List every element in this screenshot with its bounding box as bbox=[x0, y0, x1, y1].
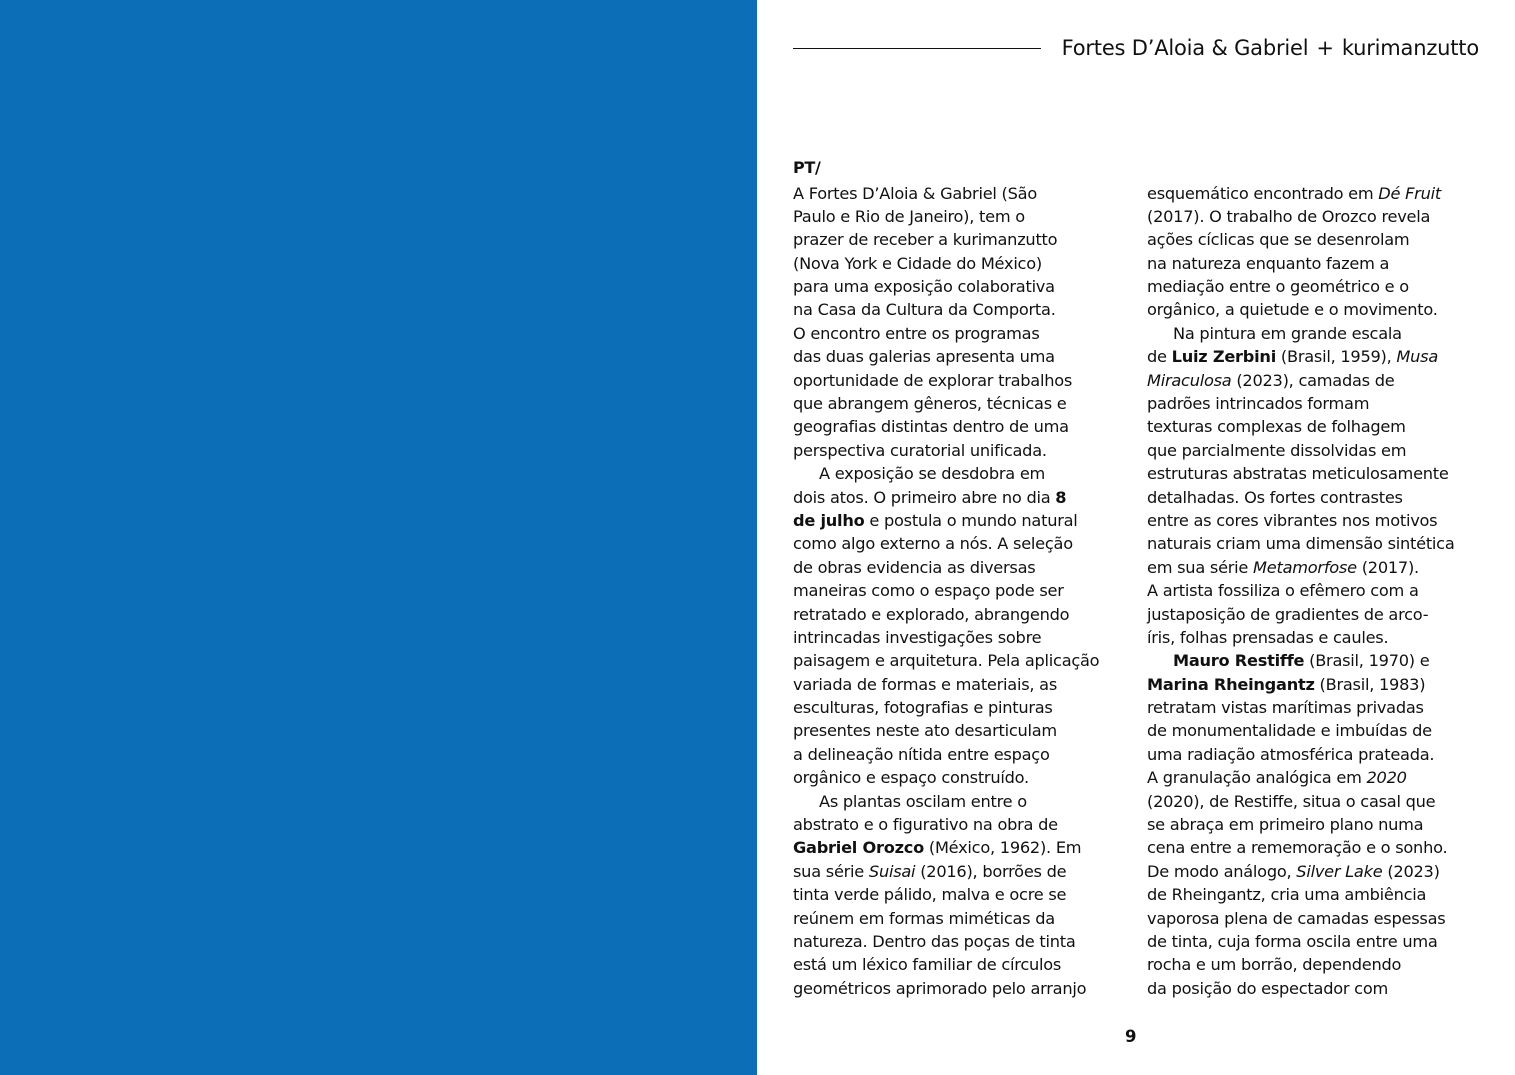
text-line bbox=[1147, 813, 1455, 836]
text-segment: maneiras como o espaço pode ser bbox=[793, 581, 1064, 601]
text-segment: como algo externo a nós. A seleção bbox=[793, 534, 1073, 554]
italic-title: Silver Lake bbox=[1296, 861, 1383, 881]
text-segment: da posição do espectador com bbox=[1147, 978, 1388, 998]
text-line bbox=[793, 252, 1099, 275]
text-line bbox=[793, 977, 1099, 1000]
text-segment: texturas complexas de folhagem bbox=[1147, 417, 1406, 437]
text-line bbox=[793, 462, 1099, 485]
text-segment: Paulo e Rio de Janeiro), tem o bbox=[793, 206, 1025, 226]
text-segment: As plantas oscilam entre o bbox=[819, 791, 1027, 811]
text-segment: (Brasil, 1959), bbox=[1276, 347, 1397, 367]
text-segment: A exposição se desdobra em bbox=[819, 464, 1046, 484]
text-line bbox=[1147, 415, 1455, 438]
text-line bbox=[793, 673, 1099, 696]
text-segment: O encontro entre os programas bbox=[793, 323, 1040, 343]
text-line bbox=[793, 369, 1099, 392]
text-line bbox=[1147, 836, 1455, 859]
text-line bbox=[1147, 392, 1455, 415]
text-line bbox=[793, 322, 1099, 345]
text-line bbox=[793, 907, 1099, 930]
text-line bbox=[793, 556, 1099, 579]
text-line bbox=[793, 509, 1099, 532]
text-line bbox=[793, 860, 1099, 883]
text-line bbox=[1147, 205, 1455, 228]
text-line bbox=[793, 626, 1099, 649]
text-line bbox=[1147, 345, 1455, 368]
text-line bbox=[1147, 532, 1455, 555]
text-line bbox=[1147, 462, 1455, 485]
text-segment: na Casa da Cultura da Comporta. bbox=[793, 300, 1056, 320]
text-segment: uma radiação atmosférica prateada. bbox=[1147, 744, 1435, 764]
text-line bbox=[1147, 486, 1455, 509]
text-segment: que abrangem gêneros, técnicas e bbox=[793, 394, 1067, 414]
text-line bbox=[1147, 228, 1455, 251]
text-line bbox=[793, 883, 1099, 906]
text-segment: (2023) bbox=[1382, 861, 1440, 881]
text-segment: cena entre a rememoração e o sonho. bbox=[1147, 838, 1448, 858]
text-line bbox=[793, 439, 1099, 462]
text-segment: (2020), de Restiffe, situa o casal que bbox=[1147, 791, 1436, 811]
text-line bbox=[1147, 298, 1455, 321]
text-segment: (Brasil, 1983) bbox=[1314, 674, 1426, 694]
text-line bbox=[1147, 883, 1455, 906]
text-line bbox=[1147, 790, 1455, 813]
bold-text: 8 bbox=[1055, 487, 1067, 507]
bold-text: Mauro Restiffe bbox=[1173, 651, 1305, 671]
text-segment: oportunidade de explorar trabalhos bbox=[793, 370, 1073, 390]
text-line bbox=[793, 953, 1099, 976]
text-segment: (2017). bbox=[1356, 557, 1419, 577]
text-segment: (2017). O trabalho de Orozco revela bbox=[1147, 206, 1431, 226]
text-segment: perspectiva curatorial unificada. bbox=[793, 440, 1047, 460]
text-line bbox=[1147, 977, 1455, 1000]
text-segment: orgânico, a quietude e o movimento. bbox=[1147, 300, 1438, 320]
text-line bbox=[1147, 860, 1455, 883]
text-segment: se abraça em primeiro plano numa bbox=[1147, 815, 1424, 835]
text-line bbox=[793, 275, 1099, 298]
text-line bbox=[793, 766, 1099, 789]
text-segment: prazer de receber a kurimanzutto bbox=[793, 230, 1058, 250]
text-segment: está um léxico familiar de círculos bbox=[793, 955, 1062, 975]
text-segment: a delineação nítida entre espaço bbox=[793, 744, 1050, 764]
text-segment: Na pintura em grande escala bbox=[1173, 323, 1402, 343]
text-line bbox=[1147, 766, 1455, 789]
text-segment: orgânico e espaço construído. bbox=[793, 768, 1029, 788]
text-segment: que parcialmente dissolvidas em bbox=[1147, 440, 1407, 460]
text-segment: geométricos aprimorado pelo arranjo bbox=[793, 978, 1087, 998]
text-segment: tinta verde pálido, malva e ocre se bbox=[793, 885, 1067, 905]
text-line bbox=[793, 696, 1099, 719]
header-rule bbox=[793, 48, 1041, 49]
text-line bbox=[793, 649, 1099, 672]
text-segment: rocha e um borrão, dependendo bbox=[1147, 955, 1402, 975]
text-segment: variada de formas e materiais, as bbox=[793, 674, 1058, 694]
text-segment: de monumentalidade e imbuídas de bbox=[1147, 721, 1432, 741]
text-line bbox=[1147, 579, 1455, 602]
text-line bbox=[793, 790, 1099, 813]
text-line bbox=[793, 392, 1099, 415]
text-segment: reúnem em formas miméticas da bbox=[793, 908, 1055, 928]
text-line bbox=[793, 836, 1099, 859]
text-segment: justaposição de gradientes de arco- bbox=[1147, 604, 1429, 624]
text-segment: entre as cores vibrantes nos motivos bbox=[1147, 510, 1438, 530]
text-segment: para uma exposição colaborativa bbox=[793, 277, 1055, 297]
text-line bbox=[793, 182, 1099, 205]
text-line bbox=[793, 579, 1099, 602]
text-segment: naturais criam uma dimensão sintética bbox=[1147, 534, 1455, 554]
italic-title: 2020 bbox=[1366, 768, 1407, 788]
text-line bbox=[1147, 673, 1455, 696]
text-line bbox=[1147, 930, 1455, 953]
text-segment: retratam vistas marítimas privadas bbox=[1147, 698, 1424, 718]
text-line bbox=[793, 228, 1099, 251]
section-language-label: PT/ bbox=[793, 158, 821, 177]
italic-title: Miraculosa bbox=[1147, 370, 1232, 390]
text-segment: geografias distintas dentro de uma bbox=[793, 417, 1069, 437]
text-line bbox=[793, 719, 1099, 742]
text-segment: das duas galerias apresenta uma bbox=[793, 347, 1055, 367]
italic-title: Suisai bbox=[868, 861, 916, 881]
text-segment: íris, folhas prensadas e caules. bbox=[1147, 627, 1389, 647]
header-gallery-names bbox=[1062, 36, 1479, 60]
text-segment: de obras evidencia as diversas bbox=[793, 557, 1036, 577]
text-segment: (Nova York e Cidade do México) bbox=[793, 253, 1042, 273]
text-line bbox=[1147, 626, 1455, 649]
text-line bbox=[793, 298, 1099, 321]
text-line bbox=[793, 813, 1099, 836]
text-segment: De modo análogo, bbox=[1147, 861, 1297, 881]
text-segment: natureza. Dentro das poças de tinta bbox=[793, 932, 1076, 951]
text-line bbox=[793, 486, 1099, 509]
text-line bbox=[793, 603, 1099, 626]
text-segment: A Fortes D’Aloia & Gabriel (São bbox=[793, 183, 1037, 203]
text-line bbox=[1147, 439, 1455, 462]
italic-title: Musa bbox=[1396, 347, 1439, 367]
text-segment: presentes neste ato desarticulam bbox=[793, 721, 1057, 741]
right-text-column bbox=[1147, 182, 1455, 1001]
text-segment: de Rheingantz, cria uma ambiência bbox=[1147, 885, 1427, 905]
text-segment: esculturas, fotografias e pinturas bbox=[793, 698, 1053, 718]
text-segment: esquemático encontrado em bbox=[1147, 183, 1379, 203]
italic-title: Metamorfose bbox=[1253, 557, 1357, 577]
text-segment: de tinta, cuja forma oscila entre uma bbox=[1147, 932, 1438, 951]
text-segment: estruturas abstratas meticulosamente bbox=[1147, 464, 1449, 484]
text-segment: paisagem e arquitetura. Pela aplicação bbox=[793, 651, 1100, 671]
text-segment: sua série bbox=[793, 861, 869, 881]
text-segment: (México, 1962). Em bbox=[924, 838, 1082, 858]
text-segment: abstrato e o figurativo na obra de bbox=[793, 815, 1058, 835]
text-segment: (Brasil, 1970) e bbox=[1304, 651, 1430, 671]
text-segment: em sua série bbox=[1147, 557, 1254, 577]
text-segment: de bbox=[1147, 347, 1172, 367]
bold-text: Luiz Zerbini bbox=[1171, 347, 1276, 367]
text-segment: vaporosa plena de camadas espessas bbox=[1147, 908, 1446, 928]
text-line bbox=[1147, 953, 1455, 976]
text-segment: dois atos. O primeiro abre no dia bbox=[793, 487, 1056, 507]
text-line bbox=[1147, 696, 1455, 719]
text-line bbox=[793, 345, 1099, 368]
text-line bbox=[1147, 556, 1455, 579]
text-segment: A artista fossiliza o efêmero com a bbox=[1147, 581, 1419, 601]
text-line bbox=[1147, 509, 1455, 532]
text-line bbox=[1147, 743, 1455, 766]
text-segment: (2023), camadas de bbox=[1231, 370, 1395, 390]
text-line bbox=[1147, 649, 1455, 672]
text-segment: retratado e explorado, abrangendo bbox=[793, 604, 1070, 624]
text-line bbox=[1147, 322, 1455, 345]
page-number: 9 bbox=[1125, 1027, 1137, 1046]
text-segment: e postula o mundo natural bbox=[864, 510, 1078, 530]
bold-text: Gabriel Orozco bbox=[793, 838, 924, 858]
text-line bbox=[1147, 603, 1455, 626]
header-gallery-1: Fortes D’Aloia & Gabriel bbox=[1061, 36, 1309, 60]
header-gallery-2: kurimanzutto bbox=[1341, 36, 1479, 60]
text-line bbox=[793, 532, 1099, 555]
text-line bbox=[793, 743, 1099, 766]
italic-title: Dé Fruit bbox=[1378, 183, 1441, 203]
bold-text: de julho bbox=[793, 510, 865, 530]
text-segment: A granulação analógica em bbox=[1147, 768, 1367, 788]
bold-text: Marina Rheingantz bbox=[1147, 674, 1315, 694]
left-text-column bbox=[793, 182, 1099, 1001]
text-line bbox=[1147, 182, 1455, 205]
text-segment: detalhadas. Os fortes contrastes bbox=[1147, 487, 1403, 507]
blue-color-page bbox=[0, 0, 757, 1075]
text-line bbox=[793, 415, 1099, 438]
text-segment: (2016), borrões de bbox=[915, 861, 1067, 881]
text-line bbox=[1147, 369, 1455, 392]
text-segment: padrões intrincados formam bbox=[1147, 394, 1370, 414]
text-line bbox=[1147, 275, 1455, 298]
text-line bbox=[1147, 252, 1455, 275]
text-line bbox=[1147, 907, 1455, 930]
text-segment: mediação entre o geométrico e o bbox=[1147, 277, 1409, 297]
text-segment: ações cíclicas que se desenrolam bbox=[1147, 230, 1410, 250]
header-plus: + bbox=[1316, 36, 1334, 60]
text-line bbox=[793, 205, 1099, 228]
text-line bbox=[793, 930, 1099, 953]
text-segment: na natureza enquanto fazem a bbox=[1147, 253, 1390, 273]
text-segment: intrincadas investigações sobre bbox=[793, 627, 1042, 647]
text-line bbox=[1147, 719, 1455, 742]
